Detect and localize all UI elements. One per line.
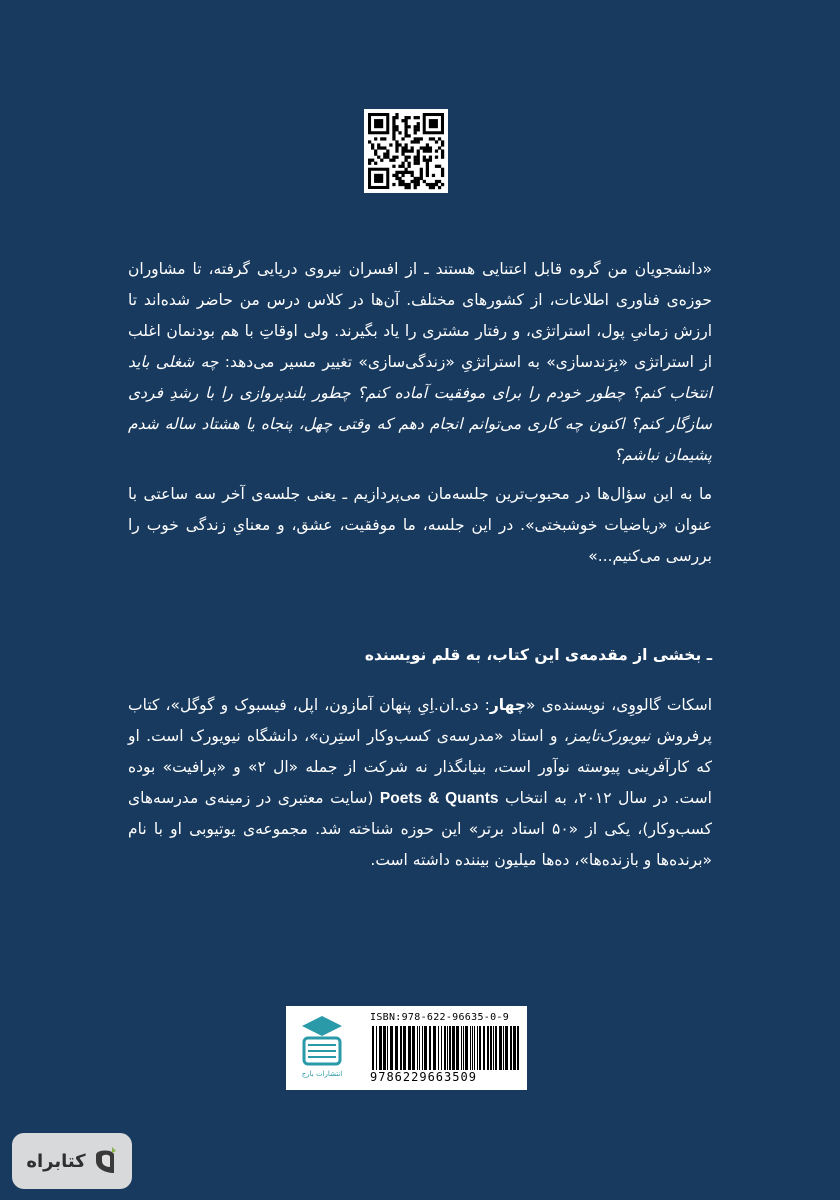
watermark-text: کتابراه: [26, 1150, 86, 1172]
ketabrah-logo-icon: [92, 1145, 118, 1177]
ketabrah-watermark: [12, 1133, 132, 1189]
author-bio: [128, 690, 712, 876]
bio-nyt: نیویورک‌تایمز: [568, 727, 651, 745]
intro-paragraph-2: ما به این سؤال‌ها در محبوب‌ترین جلسه‌مان می‌پردازیم ـ یعنی جلسه‌ی آخر سه ساعتی با عنوان «ریاضیات خوشبختی». در این جلسه، ما موفقیت، عشق، و معنایِ زندگی خوب را بررسی می‌کنیم...»: [128, 485, 712, 565]
bio-book-title: چهار: [489, 696, 526, 714]
bio-text-4: (سایت معتبری در زمینه‌ی مدرسه‌های کسب‌وکار)، یکی از «۵۰ استاد برتر» این حوزه شناخته شد. مجموعه‌ی یوتیوبی او با نام «برنده‌ها و بازنده‌ها»، ده‌ها میلیون بیننده داشته است.: [128, 789, 712, 869]
bio-text-3: ، و استاد «مدرسه‌ی کسب‌وکار استِرن»، دانشگاه نیویورک است. او که کارآفرینی پیوسته نوآور است، بنیانگذار نه شرکت از جمله «ال ۲» و «پرافیت» بوده است. در سال ۲۰۱۲، به انتخاب: [128, 727, 712, 807]
bio-poets-quants: Poets & Quants: [379, 790, 499, 807]
isbn-barcode-box: [286, 1006, 527, 1090]
excerpt-attribution: ـ بخشی از مقدمه‌ی این کتاب، به قلم نویسنده: [364, 646, 712, 664]
barcode-digits: 9786229663509: [370, 1070, 477, 1084]
intro-paragraph-1-questions: چه شغلی باید انتخاب کنم؟ چطور خودم را برای موفقیت آماده کنم؟ چطور بلندپروازی را با رشدِ فردی سازگار کنم؟ اکنون چه کاری می‌توانم انجام دهم که وقتی چهل، پنجاه یا هشتاد ساله شدم پشیمان نباشم؟: [128, 353, 712, 464]
bio-text-1: اسکات گالووِی، نویسنده‌ی «: [526, 696, 713, 714]
bio-text-2: : دی.ان.اِیِ پنهان آمازون، اپل، فیسبوک و گوگل»، کتاب پرفروش: [128, 696, 712, 745]
intro-paragraph-1-text: «دانشجویان من گروه قابل اعتنایی هستند ـ از افسران نیروی دریایی گرفته، تا مشاوران حوزه‌ی فناوری اطلاعات، از کشورهای مختلف. آن‌ها در کلاس درس من حاضر شده‌اند تا ارزش زمانیِ پول، استراتژی، و رفتار مشتری را یاد بگیرند. ولی اوقاتِ با هم بودنمان اغلب از استراتژی «بِرَندسازی» به استراتژیِ «زندگی‌سازی» تغییر مسیر می‌دهد:: [128, 260, 713, 371]
intro-paragraph-1: [128, 254, 712, 471]
barcode-bars: [370, 1026, 520, 1070]
isbn-label: ISBN:978-622-96635-0-9: [370, 1012, 510, 1023]
qr-code[interactable]: [364, 109, 448, 193]
intro-quote: [128, 254, 712, 572]
publisher-name: انتشارات بارج: [301, 1070, 343, 1078]
